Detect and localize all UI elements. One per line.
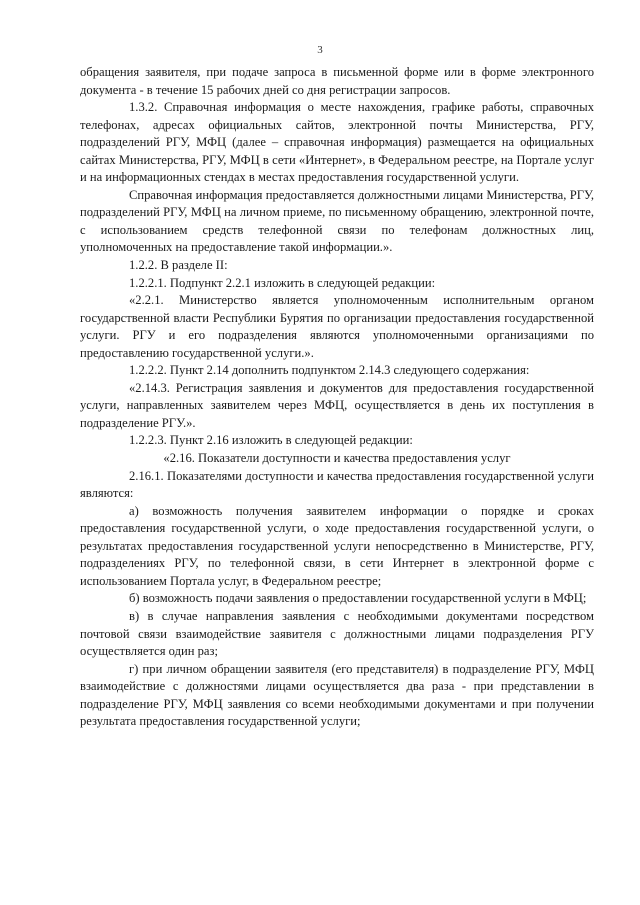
paragraph-1-2-2: 1.2.2. В разделе II: <box>129 258 228 273</box>
section-heading-2-16: «2.16. Показатели доступности и качества предоставления услуг <box>163 451 511 466</box>
list-item-b: б) возможность подачи заявления о предоставлении государственной услуги в МФЦ; <box>129 591 587 606</box>
paragraph-2-2-1: «2.2.1. Министерство является уполномоченным исполнительным органом государственной власти Республики Бурятия по организации предоставления государственной услуги. РГУ и его подразделения являются уполномоченными организациями по предоставлению государственной услуги.». <box>80 293 594 360</box>
paragraph-1-2-2-3: 1.2.2.3. Пункт 2.16 изложить в следующей редакции: <box>129 433 413 448</box>
paragraph-1-3-2: 1.3.2. Справочная информация о месте нахождения, графике работы, справочных телефонах, адресах официальных сайтов, электронной почты Министерства, РГУ, подразделений РГУ, МФЦ (далее – справочная информация) размещается на официальных сайтах Министерства, РГУ, МФЦ в сети «Интернет», в Федеральном реестре, на Портале услуг и на информационных стендах в местах предоставления государственной услуги. <box>80 100 594 185</box>
paragraph-1-2-2-2: 1.2.2.2. Пункт 2.14 дополнить подпунктом 2.14.3 следующего содержания: <box>129 363 530 378</box>
paragraph-1-2-2-1: 1.2.2.1. Подпункт 2.2.1 изложить в следующей редакции: <box>129 275 436 290</box>
paragraph-reference-info: Справочная информация предоставляется должностными лицами Министерства, РГУ, подразделений РГУ, МФЦ на личном приеме, по письменному обращению, электронной почте, с использованием средств телефонной связи по телефонам должностных лиц, уполномоченных на предоставление такой информации.». <box>80 187 594 255</box>
page-number: 3 <box>317 44 323 56</box>
list-item-g: г) при личном обращении заявителя (его представителя) в подразделение РГУ, МФЦ взаимодействие с должностями лицами осуществляется два раза - при представлении в подразделение РГУ, МФЦ заявления со всеми необходимыми документами и при получении результата предоставления государственной услуги; <box>80 661 594 729</box>
paragraph-continuation: обращения заявителя, при подаче запроса в письменной форме или в форме электронного документа - в течение 15 рабочих дней со дня регистрации запросов. <box>80 65 594 97</box>
document-body <box>80 64 594 731</box>
list-item-v: в) в случае направления заявления с необходимыми документами посредством почтовой связи взаимодействие заявителя с должностными лицами подразделения РГУ осуществляется один раз; <box>80 608 594 659</box>
paragraph-2-14-3: «2.14.3. Регистрация заявления и документов для предоставления государственной услуги, направленных заявителем через МФЦ, осуществляется в день их поступления в подразделение РГУ.». <box>80 380 594 430</box>
paragraph-2-16-1: 2.16.1. Показателями доступности и качества предоставления государственной услуги являются: <box>80 468 594 501</box>
list-item-a: а) возможность получения заявителем информации о порядке и сроках предоставления государственной услуги, о ходе предоставления государственной услуги, о результатах предоставления государственной услуги непосредственно в Министерстве, РГУ, подразделениях РГУ, по телефонной связи, в сети Интернет в электронной форме с использованием Портала услуг, в Федеральном реестре; <box>80 503 594 588</box>
